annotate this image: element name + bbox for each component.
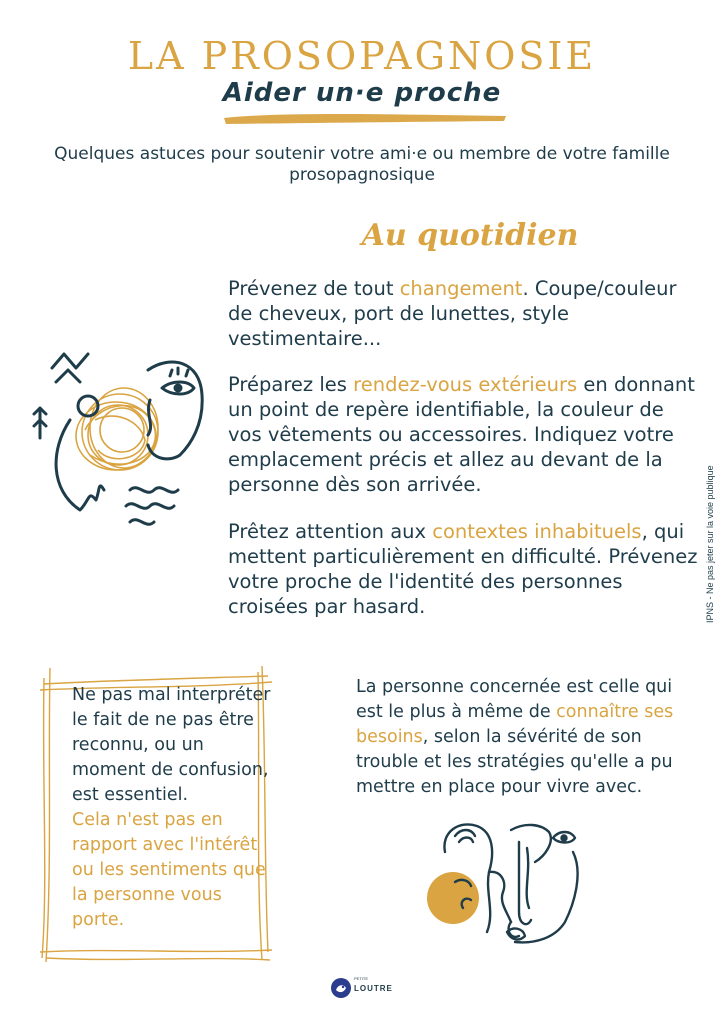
orange-sun-circle: [427, 872, 479, 924]
page-title: LA PROSOPAGNOSIE: [127, 34, 597, 78]
brush-underline: [220, 108, 510, 128]
face-illustration-left: [30, 340, 210, 530]
side-note-text: IPNS - Ne pas jeter sur la voie publique: [705, 465, 715, 623]
tip-highlight: changement: [399, 277, 523, 300]
tip-contextes: [228, 519, 698, 619]
right-paragraph: [356, 675, 686, 800]
tip-highlight: contextes inhabituels: [432, 520, 642, 543]
tip-text: Prêtez attention aux: [228, 520, 433, 543]
tip-highlight: rendez-vous extérieurs: [353, 373, 578, 396]
box-text-part2: Cela n'est pas en rapport avec l'intérêt ou les sentiments que la personne vous porte.: [72, 810, 266, 930]
paragraph-highlight: connaître ses besoins: [356, 702, 674, 747]
side-note: [700, 428, 720, 628]
tip-changement: [228, 276, 698, 351]
tip-text: , qui mettent particulièrement en difficulté. Prévenez votre proche de l'identité des personnes croisées par hasard.: [228, 520, 698, 618]
box-text-part1: Ne pas mal interpréter le fait de ne pas être reconnu, ou un moment de confusion, est essentiel.: [72, 685, 271, 805]
tip-text: Préparez les: [228, 373, 354, 396]
logo-big-text: LOUTRE: [354, 984, 393, 993]
otter-logo-icon: [330, 976, 352, 1000]
intro-text: Quelques astuces pour soutenir votre ami·e ou membre de votre famille prosopagnosique: [54, 144, 670, 185]
paragraph-text: , selon la sévérité de son trouble et les stratégies qu'elle a pu mettre en place pour vivre avec.: [356, 727, 673, 797]
face-illustration-right: [415, 812, 590, 952]
tip-text: en donnant un point de repère identifiable, la couleur de vos vêtements ou accessoires. Indiquez votre emplacement précis et allez au devant de la personne dès son arrivée.: [228, 373, 695, 496]
box-text: [72, 683, 272, 933]
paragraph-text: La personne concernée est celle qui est le plus à même de: [356, 677, 673, 722]
tip-rendez-vous: [228, 372, 698, 497]
page-subtitle: Aider un·e proche: [222, 78, 502, 108]
logo-small-text: PETITE: [354, 976, 369, 981]
tip-text: . Coupe/couleur de cheveux, port de lunettes, style vestimentaire...: [228, 277, 677, 350]
section-title: Au quotidien: [361, 218, 579, 253]
tip-text: Prévenez de tout: [228, 277, 400, 300]
logo: [330, 972, 400, 1012]
